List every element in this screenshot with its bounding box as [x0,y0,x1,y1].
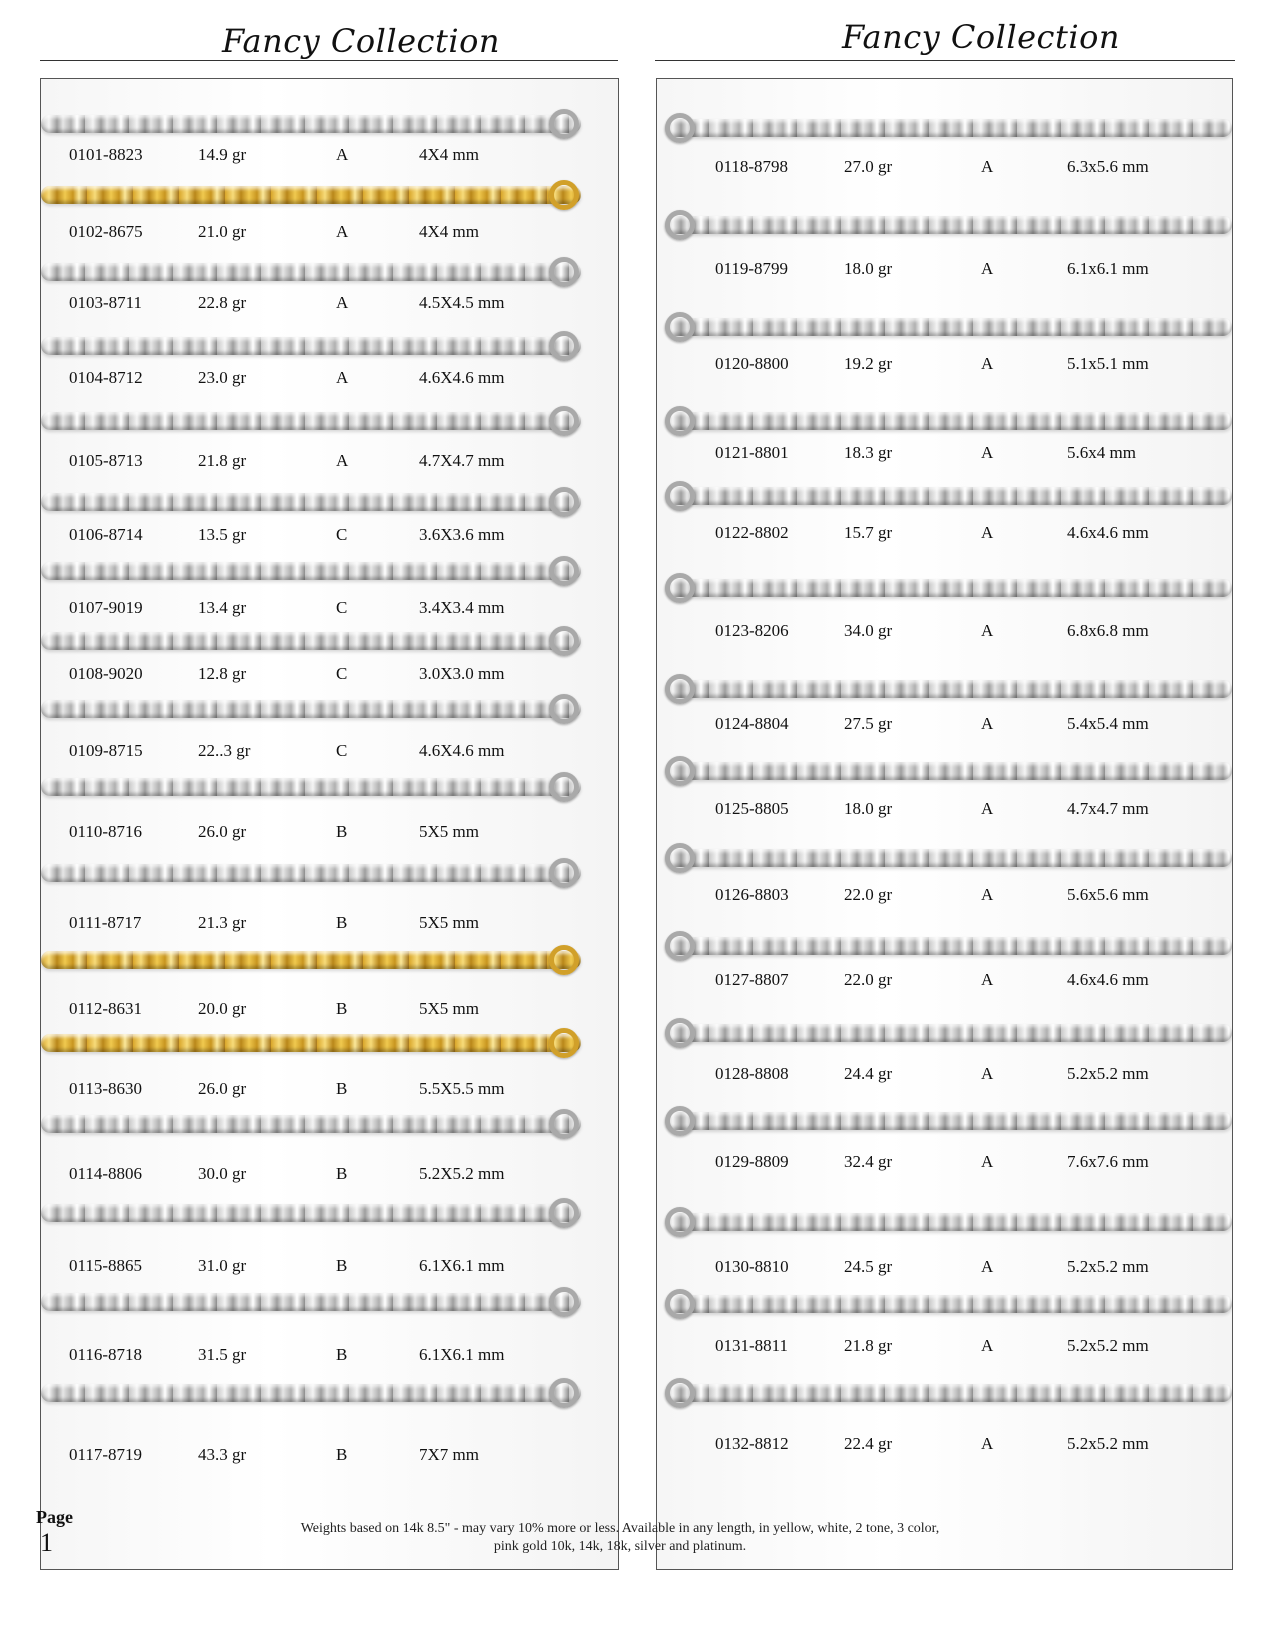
product-size: 4.6x4.6 mm [1067,523,1149,542]
product-code: 0106-8714 [69,525,143,544]
clasp-icon [549,772,579,802]
product-code: 0127-8807 [715,970,789,989]
product-grade: A [981,523,994,542]
product-size: 6.1X6.1 mm [419,1345,505,1364]
product-weight: 24.4 gr [844,1064,893,1083]
clasp-icon [665,756,695,786]
chain-image [41,263,581,281]
product-size: 3.6X3.6 mm [419,525,505,544]
product-code: 0103-8711 [69,293,143,312]
chain-image [41,778,581,796]
product-weight: 27.0 gr [844,157,893,176]
product-weight: 13.5 gr [198,525,247,544]
product-code: 0118-8798 [715,157,789,176]
product-grade: A [981,354,994,373]
product-size: 5.2X5.2 mm [419,1164,505,1183]
product-weight: 15.7 gr [844,523,893,542]
product-grade: B [336,1164,348,1183]
chain-image [665,1024,1232,1042]
product-grade: A [981,443,994,462]
footer-note [250,1520,990,1556]
product-size: 4.5X4.5 mm [419,293,505,312]
product-weight: 18.0 gr [844,799,893,818]
product-grade: A [981,157,994,176]
product-code: 0101-8823 [69,145,143,164]
product-weight: 22.4 gr [844,1434,893,1453]
chain-image [41,186,581,204]
product-weight: 32.4 gr [844,1152,893,1171]
product-grade: C [336,664,348,683]
chain-image [665,119,1232,137]
product-code: 0113-8630 [69,1079,143,1098]
product-grade: A [981,1257,994,1276]
product-code: 0119-8799 [715,259,789,278]
product-weight: 13.4 gr [198,598,247,617]
clasp-icon [549,945,579,975]
chain-image [41,115,581,133]
clasp-icon [665,931,695,961]
product-weight: 23.0 gr [198,368,247,387]
product-size: 4.6X4.6 mm [419,741,505,760]
product-code: 0126-8803 [715,885,789,904]
product-size: 4.6X4.6 mm [419,368,505,387]
product-panel-right [656,78,1233,1570]
product-code: 0120-8800 [715,354,789,373]
clasp-icon [549,626,579,656]
product-weight: 22..3 gr [198,741,251,760]
product-grade: B [336,1079,348,1098]
product-grade: A [981,259,994,278]
clasp-icon [549,556,579,586]
product-size: 3.0X3.0 mm [419,664,505,683]
product-code: 0111-8717 [69,913,142,932]
chain-image [41,562,581,580]
product-size: 5.2x5.2 mm [1067,1257,1149,1276]
clasp-icon [549,487,579,517]
product-grade: A [981,970,994,989]
chain-image [665,216,1232,234]
chain-image [41,1384,581,1402]
chain-image [665,412,1232,430]
product-code: 0131-8811 [715,1336,789,1355]
product-weight: 26.0 gr [198,822,247,841]
product-weight: 43.3 gr [198,1445,247,1464]
product-code: 0129-8809 [715,1152,789,1171]
product-grade: A [336,222,349,241]
chain-image [665,849,1232,867]
page-number: 1 [40,1528,53,1557]
product-grade: A [336,368,349,387]
product-weight: 26.0 gr [198,1079,247,1098]
product-code: 0109-8715 [69,741,143,760]
product-weight: 12.8 gr [198,664,247,683]
product-size: 4.6x4.6 mm [1067,970,1149,989]
product-weight: 21.8 gr [844,1336,893,1355]
product-grade: B [336,1345,348,1364]
product-grade: A [336,145,349,164]
chain-image [665,487,1232,505]
product-grade: A [981,714,994,733]
product-size: 7.6x7.6 mm [1067,1152,1149,1171]
product-grade: B [336,822,348,841]
product-code: 0116-8718 [69,1345,143,1364]
chain-image [665,318,1232,336]
clasp-icon [665,210,695,240]
clasp-icon [549,694,579,724]
clasp-icon [665,312,695,342]
clasp-icon [665,1018,695,1048]
clasp-icon [549,1287,579,1317]
clasp-icon [665,1289,695,1319]
clasp-icon [665,1106,695,1136]
product-code: 0102-8675 [69,222,143,241]
chain-image [665,1384,1232,1402]
product-weight: 22.0 gr [844,970,893,989]
product-code: 0117-8719 [69,1445,143,1464]
product-size: 7X7 mm [419,1445,479,1464]
product-weight: 19.2 gr [844,354,893,373]
product-size: 5X5 mm [419,822,479,841]
chain-image [41,1115,581,1133]
product-grade: C [336,741,348,760]
chain-image [41,632,581,650]
product-weight: 34.0 gr [844,621,893,640]
product-weight: 22.8 gr [198,293,247,312]
product-code: 0121-8801 [715,443,789,462]
product-weight: 31.0 gr [198,1256,247,1275]
product-code: 0122-8802 [715,523,789,542]
product-grade: A [981,1152,994,1171]
product-grade: B [336,1445,348,1464]
chain-image [41,864,581,882]
product-size: 6.3x5.6 mm [1067,157,1149,176]
clasp-icon [549,109,579,139]
clasp-icon [665,1378,695,1408]
clasp-icon [665,674,695,704]
product-code: 0105-8713 [69,451,143,470]
product-weight: 21.3 gr [198,913,247,932]
product-grade: A [981,1336,994,1355]
product-grade: A [981,1434,994,1453]
product-code: 0110-8716 [69,822,143,841]
chain-image [665,1295,1232,1313]
clasp-icon [549,1028,579,1058]
product-size: 6.8x6.8 mm [1067,621,1149,640]
clasp-icon [665,406,695,436]
chain-image [665,1213,1232,1231]
product-grade: C [336,525,348,544]
product-size: 5.2x5.2 mm [1067,1434,1149,1453]
clasp-icon [549,1378,579,1408]
product-size: 6.1x6.1 mm [1067,259,1149,278]
product-grade: B [336,913,348,932]
clasp-icon [665,843,695,873]
chain-image [665,579,1232,597]
chain-image [665,680,1232,698]
product-code: 0125-8805 [715,799,789,818]
clasp-icon [665,1207,695,1237]
product-size: 5.6x4 mm [1067,443,1136,462]
product-weight: 22.0 gr [844,885,893,904]
product-size: 4.7X4.7 mm [419,451,505,470]
clasp-icon [549,406,579,436]
product-grade: B [336,999,348,1018]
chain-image [41,493,581,511]
product-size: 4.7x4.7 mm [1067,799,1149,818]
clasp-icon [549,858,579,888]
clasp-icon [665,113,695,143]
product-code: 0123-8206 [715,621,789,640]
product-weight: 27.5 gr [844,714,893,733]
chain-image [41,1204,581,1222]
product-grade: B [336,1256,348,1275]
chain-image [665,1112,1232,1130]
product-size: 6.1X6.1 mm [419,1256,505,1275]
clasp-icon [665,481,695,511]
chain-image [41,412,581,430]
product-grade: A [336,451,349,470]
product-code: 0115-8865 [69,1256,143,1275]
product-code: 0132-8812 [715,1434,789,1453]
clasp-icon [549,257,579,287]
product-code: 0107-9019 [69,598,143,617]
title-rule-left [40,60,618,61]
chain-image [665,762,1232,780]
chain-image [665,937,1232,955]
product-code: 0108-9020 [69,664,143,683]
product-code: 0130-8810 [715,1257,789,1276]
product-grade: A [981,885,994,904]
chain-image [41,951,581,969]
product-weight: 21.8 gr [198,451,247,470]
product-size: 5.4x5.4 mm [1067,714,1149,733]
product-size: 5X5 mm [419,913,479,932]
page-title-left: Fancy Collection [222,22,500,60]
footer-note-line-1: Weights based on 14k 8.5" - may vary 10% more or less. Available in any length, in yellow, white, 2 tone, 3 color, [300,1521,940,1536]
product-weight: 31.5 gr [198,1345,247,1364]
product-code: 0128-8808 [715,1064,789,1083]
chain-image [41,1034,581,1052]
product-size: 5X5 mm [419,999,479,1018]
product-code: 0112-8631 [69,999,143,1018]
page-label: Page [36,1507,73,1527]
page-title-right: Fancy Collection [842,18,1120,56]
chain-image [41,337,581,355]
product-code: 0104-8712 [69,368,143,387]
title-rule-right [655,60,1235,61]
clasp-icon [549,180,579,210]
product-weight: 14.9 gr [198,145,247,164]
product-grade: A [981,1064,994,1083]
product-size: 3.4X3.4 mm [419,598,505,617]
clasp-icon [549,1109,579,1139]
product-size: 5.2x5.2 mm [1067,1064,1149,1083]
product-weight: 21.0 gr [198,222,247,241]
product-size: 5.2x5.2 mm [1067,1336,1149,1355]
product-code: 0114-8806 [69,1164,143,1183]
clasp-icon [665,573,695,603]
product-size: 5.5X5.5 mm [419,1079,505,1098]
footer-note-line-2: pink gold 10k, 14k, 18k, silver and platinum. [493,1539,747,1554]
product-weight: 18.3 gr [844,443,893,462]
product-size: 4X4 mm [419,222,479,241]
chain-image [41,700,581,718]
product-grade: C [336,598,348,617]
chain-image [41,1293,581,1311]
product-size: 5.1x5.1 mm [1067,354,1149,373]
product-panel-left [40,78,619,1570]
product-size: 5.6x5.6 mm [1067,885,1149,904]
product-grade: A [981,621,994,640]
product-grade: A [981,799,994,818]
product-weight: 18.0 gr [844,259,893,278]
product-weight: 24.5 gr [844,1257,893,1276]
product-size: 4X4 mm [419,145,479,164]
clasp-icon [549,1198,579,1228]
product-weight: 30.0 gr [198,1164,247,1183]
product-code: 0124-8804 [715,714,789,733]
product-weight: 20.0 gr [198,999,247,1018]
clasp-icon [549,331,579,361]
product-grade: A [336,293,349,312]
